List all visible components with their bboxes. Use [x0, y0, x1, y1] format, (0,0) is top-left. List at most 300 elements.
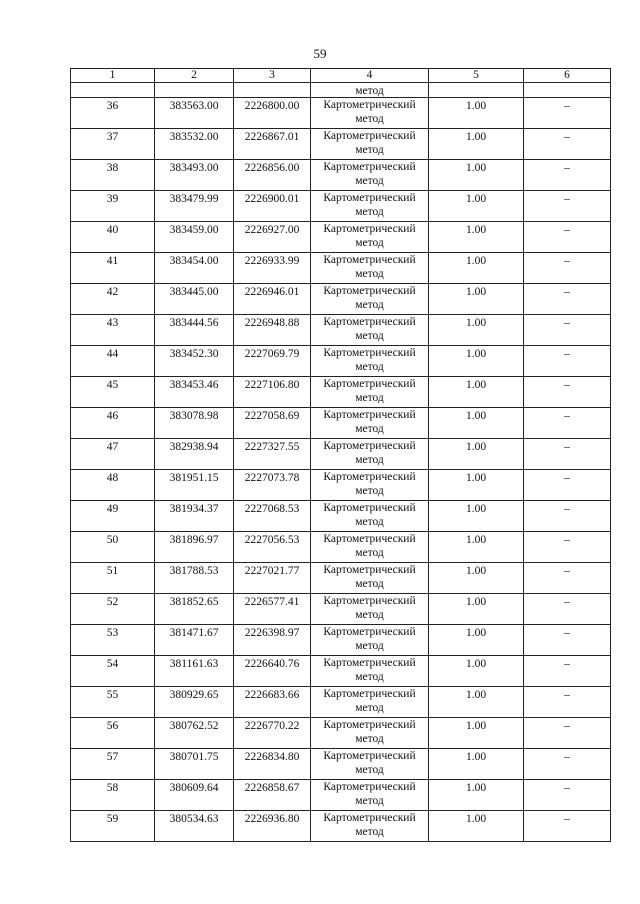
point-number-text: 56	[106, 720, 119, 732]
point-number	[71, 129, 155, 160]
method-line: Картометрический	[323, 192, 416, 204]
point-number	[71, 439, 155, 470]
accuracy	[429, 377, 524, 408]
method-line: Картометрический	[323, 130, 416, 142]
method-line: метод	[355, 454, 384, 466]
method	[311, 377, 429, 408]
y-coordinate-text: 2226946.01	[244, 286, 300, 298]
accuracy	[429, 408, 524, 439]
accuracy	[429, 687, 524, 718]
y-coordinate	[234, 129, 311, 160]
y-coordinate	[234, 408, 311, 439]
accuracy	[429, 160, 524, 191]
method-line: Картометрический	[323, 688, 416, 700]
point-number-text: 50	[106, 534, 119, 546]
accuracy-text: 1.00	[465, 193, 487, 205]
y-coordinate	[234, 377, 311, 408]
table-row	[71, 656, 611, 687]
y-coordinate	[234, 532, 311, 563]
accuracy	[429, 346, 524, 377]
y-coordinate	[234, 687, 311, 718]
y-coordinate	[234, 98, 311, 129]
accuracy	[429, 780, 524, 811]
description-text: –	[564, 813, 570, 825]
x-coordinate	[155, 160, 234, 191]
x-coordinate	[155, 222, 234, 253]
accuracy	[429, 594, 524, 625]
x-coordinate-text: 383453.46	[169, 379, 219, 391]
method-line: метод	[355, 764, 384, 776]
description-text: –	[564, 596, 570, 608]
point-number	[71, 749, 155, 780]
table-row	[71, 594, 611, 625]
table-row	[71, 563, 611, 594]
x-coordinate	[155, 532, 234, 563]
x-coordinate-text: 383563.00	[169, 100, 219, 112]
method-line: Картометрический	[323, 254, 416, 266]
method-line: метод	[355, 330, 384, 342]
table-row	[71, 532, 611, 563]
accuracy-text: 1.00	[465, 534, 487, 546]
description	[524, 811, 611, 842]
x-coordinate	[155, 98, 234, 129]
y-coordinate-text: 2226640.76	[244, 658, 300, 670]
method-line: Картометрический	[323, 347, 416, 359]
point-number-text: 53	[106, 627, 119, 639]
method-line: Картометрический	[323, 812, 416, 824]
table-row	[71, 470, 611, 501]
method-line: Картометрический	[323, 99, 416, 111]
x-coordinate-text: 381934.37	[169, 503, 219, 515]
point-number-text: 59	[106, 813, 119, 825]
accuracy	[429, 253, 524, 284]
method	[311, 284, 429, 315]
x-coordinate	[155, 408, 234, 439]
point-number	[71, 315, 155, 346]
y-coordinate-text: 2226770.22	[244, 720, 300, 732]
description-text: –	[564, 317, 570, 329]
y-coordinate	[234, 315, 311, 346]
x-coordinate	[155, 470, 234, 501]
x-coordinate	[155, 811, 234, 842]
accuracy-text: 1.00	[465, 627, 487, 639]
y-coordinate-text: 2226948.88	[244, 317, 300, 329]
y-coordinate-text: 2226856.00	[244, 162, 300, 174]
point-number	[71, 222, 155, 253]
cell-empty	[524, 83, 611, 98]
method	[311, 687, 429, 718]
accuracy-text: 1.00	[465, 286, 487, 298]
x-coordinate	[155, 191, 234, 222]
point-number-text: 46	[106, 410, 119, 422]
x-coordinate-text: 381161.63	[169, 658, 219, 670]
x-coordinate	[155, 129, 234, 160]
method-line: Картометрический	[323, 533, 416, 545]
y-coordinate-text: 2226577.41	[244, 596, 300, 608]
method-line: Картометрический	[323, 409, 416, 421]
accuracy	[429, 656, 524, 687]
accuracy-text: 1.00	[465, 782, 487, 794]
y-coordinate-text: 2226867.01	[244, 131, 300, 143]
point-number-text: 51	[106, 565, 119, 577]
x-coordinate-text: 383444.56	[169, 317, 219, 329]
x-coordinate-text: 383459.00	[169, 224, 219, 236]
description-text: –	[564, 224, 570, 236]
method-line: метод	[355, 268, 384, 280]
header-col-4: 4	[311, 69, 429, 83]
method	[311, 129, 429, 160]
y-coordinate-text: 2226858.67	[244, 782, 300, 794]
method-line: метод	[355, 237, 384, 249]
x-coordinate	[155, 284, 234, 315]
method-line: метод	[355, 547, 384, 559]
description	[524, 346, 611, 377]
accuracy-text: 1.00	[465, 410, 487, 422]
description-text: –	[564, 410, 570, 422]
description-text: –	[564, 286, 570, 298]
method	[311, 222, 429, 253]
method	[311, 98, 429, 129]
table-row	[71, 811, 611, 842]
accuracy	[429, 501, 524, 532]
y-coordinate-text: 2227056.53	[244, 534, 300, 546]
y-coordinate-text: 2226900.01	[244, 193, 300, 205]
y-coordinate	[234, 749, 311, 780]
method	[311, 718, 429, 749]
table-row	[71, 253, 611, 284]
header-col-1: 1	[71, 69, 155, 83]
x-coordinate-text: 382938.94	[169, 441, 219, 453]
accuracy-text: 1.00	[465, 658, 487, 670]
description	[524, 656, 611, 687]
description	[524, 594, 611, 625]
y-coordinate	[234, 811, 311, 842]
accuracy-text: 1.00	[465, 720, 487, 732]
description	[524, 315, 611, 346]
x-coordinate-text: 380762.52	[169, 720, 219, 732]
accuracy-text: 1.00	[465, 565, 487, 577]
accuracy-text: 1.00	[465, 255, 487, 267]
description-text: –	[564, 255, 570, 267]
accuracy	[429, 470, 524, 501]
continuation-method: метод	[311, 83, 429, 98]
method	[311, 315, 429, 346]
table-row	[71, 780, 611, 811]
x-coordinate-text: 383452.30	[169, 348, 219, 360]
y-coordinate-text: 2226398.97	[244, 627, 300, 639]
description-text: –	[564, 503, 570, 515]
method	[311, 160, 429, 191]
method	[311, 780, 429, 811]
point-number	[71, 656, 155, 687]
accuracy-text: 1.00	[465, 379, 487, 391]
y-coordinate-text: 2227106.80	[244, 379, 300, 391]
description	[524, 160, 611, 191]
header-col-6: 6	[524, 69, 611, 83]
method	[311, 625, 429, 656]
description-text: –	[564, 441, 570, 453]
point-number-text: 42	[106, 286, 119, 298]
method	[311, 656, 429, 687]
table-row	[71, 222, 611, 253]
accuracy-text: 1.00	[465, 224, 487, 236]
x-coordinate	[155, 749, 234, 780]
cell-empty	[429, 83, 524, 98]
method-line: метод	[355, 702, 384, 714]
point-number-text: 38	[106, 162, 119, 174]
method-line: Картометрический	[323, 471, 416, 483]
x-coordinate	[155, 718, 234, 749]
accuracy	[429, 129, 524, 160]
y-coordinate	[234, 718, 311, 749]
x-coordinate-text: 381896.97	[169, 534, 219, 546]
table-row	[71, 98, 611, 129]
y-coordinate	[234, 346, 311, 377]
y-coordinate	[234, 284, 311, 315]
method	[311, 532, 429, 563]
method-line: Картометрический	[323, 719, 416, 731]
accuracy	[429, 718, 524, 749]
x-coordinate	[155, 687, 234, 718]
x-coordinate	[155, 253, 234, 284]
description-text: –	[564, 689, 570, 701]
point-number	[71, 253, 155, 284]
point-number	[71, 98, 155, 129]
point-number	[71, 811, 155, 842]
x-coordinate-text: 381788.53	[169, 565, 219, 577]
table-row	[71, 346, 611, 377]
description	[524, 439, 611, 470]
header-col-3: 3	[234, 69, 311, 83]
method-line: метод	[355, 671, 384, 683]
table-row	[71, 160, 611, 191]
accuracy	[429, 284, 524, 315]
description	[524, 129, 611, 160]
method	[311, 501, 429, 532]
accuracy-text: 1.00	[465, 441, 487, 453]
accuracy-text: 1.00	[465, 472, 487, 484]
y-coordinate	[234, 160, 311, 191]
table-body	[71, 83, 611, 842]
point-number-text: 44	[106, 348, 119, 360]
accuracy	[429, 532, 524, 563]
method-line: метод	[355, 795, 384, 807]
x-coordinate-text: 380534.63	[169, 813, 219, 825]
method-line: Картометрический	[323, 161, 416, 173]
method	[311, 594, 429, 625]
method-line: метод	[355, 299, 384, 311]
description-text: –	[564, 131, 570, 143]
description	[524, 780, 611, 811]
method-line: Картометрический	[323, 595, 416, 607]
y-coordinate	[234, 501, 311, 532]
method-line: Картометрический	[323, 657, 416, 669]
method	[311, 191, 429, 222]
description-text: –	[564, 193, 570, 205]
method-line: метод	[355, 113, 384, 125]
method-line: Картометрический	[323, 316, 416, 328]
x-coordinate-text: 380609.64	[169, 782, 219, 794]
y-coordinate-text: 2226927.00	[244, 224, 300, 236]
y-coordinate-text: 2227069.79	[244, 348, 300, 360]
table-row	[71, 439, 611, 470]
method-line: метод	[355, 826, 384, 838]
x-coordinate-text: 383532.00	[169, 131, 219, 143]
y-coordinate	[234, 625, 311, 656]
point-number-text: 43	[106, 317, 119, 329]
x-coordinate	[155, 625, 234, 656]
accuracy-text: 1.00	[465, 751, 487, 763]
point-number	[71, 594, 155, 625]
point-number-text: 54	[106, 658, 119, 670]
point-number	[71, 470, 155, 501]
point-number-text: 52	[106, 596, 119, 608]
point-number-text: 47	[106, 441, 119, 453]
y-coordinate	[234, 563, 311, 594]
description-text: –	[564, 627, 570, 639]
accuracy-text: 1.00	[465, 348, 487, 360]
x-coordinate	[155, 439, 234, 470]
x-coordinate	[155, 315, 234, 346]
method-line: Картометрический	[323, 440, 416, 452]
x-coordinate-text: 383454.00	[169, 255, 219, 267]
y-coordinate	[234, 470, 311, 501]
method-line: метод	[355, 392, 384, 404]
x-coordinate	[155, 563, 234, 594]
method-line: Картометрический	[323, 502, 416, 514]
method-line: метод	[355, 609, 384, 621]
x-coordinate	[155, 346, 234, 377]
x-coordinate	[155, 377, 234, 408]
y-coordinate	[234, 439, 311, 470]
accuracy-text: 1.00	[465, 813, 487, 825]
accuracy	[429, 811, 524, 842]
y-coordinate-text: 2227327.55	[244, 441, 300, 453]
point-number	[71, 377, 155, 408]
point-number-text: 36	[106, 100, 119, 112]
point-number	[71, 160, 155, 191]
point-number	[71, 532, 155, 563]
x-coordinate-text: 381951.15	[169, 472, 219, 484]
table-row	[71, 718, 611, 749]
method	[311, 253, 429, 284]
point-number	[71, 408, 155, 439]
description-text: –	[564, 348, 570, 360]
accuracy-text: 1.00	[465, 162, 487, 174]
method-line: Картометрический	[323, 781, 416, 793]
description	[524, 625, 611, 656]
method-line: метод	[355, 423, 384, 435]
description	[524, 222, 611, 253]
point-number-text: 45	[106, 379, 119, 391]
y-coordinate	[234, 656, 311, 687]
y-coordinate	[234, 222, 311, 253]
table-row	[71, 408, 611, 439]
description-text: –	[564, 100, 570, 112]
description	[524, 470, 611, 501]
description	[524, 377, 611, 408]
point-number	[71, 501, 155, 532]
accuracy-text: 1.00	[465, 596, 487, 608]
point-number	[71, 563, 155, 594]
method	[311, 563, 429, 594]
point-number	[71, 625, 155, 656]
x-coordinate	[155, 656, 234, 687]
cell-empty	[155, 83, 234, 98]
header-col-5: 5	[429, 69, 524, 83]
description-text: –	[564, 720, 570, 732]
y-coordinate-text: 2226800.00	[244, 100, 300, 112]
method	[311, 811, 429, 842]
x-coordinate	[155, 594, 234, 625]
y-coordinate-text: 2226834.80	[244, 751, 300, 763]
description	[524, 532, 611, 563]
y-coordinate	[234, 594, 311, 625]
y-coordinate-text: 2226936.80	[244, 813, 300, 825]
accuracy-text: 1.00	[465, 100, 487, 112]
y-coordinate	[234, 780, 311, 811]
point-number	[71, 780, 155, 811]
description	[524, 563, 611, 594]
point-number-text: 49	[106, 503, 119, 515]
point-number-text: 41	[106, 255, 119, 267]
description-text: –	[564, 751, 570, 763]
header-row	[71, 69, 611, 83]
accuracy-text: 1.00	[465, 689, 487, 701]
method-line: метод	[355, 485, 384, 497]
x-coordinate-text: 380929.65	[169, 689, 219, 701]
y-coordinate-text: 2227021.77	[244, 565, 300, 577]
y-coordinate-text: 2226683.66	[244, 689, 300, 701]
x-coordinate-text: 381852.65	[169, 596, 219, 608]
cell-empty	[71, 83, 155, 98]
x-coordinate-text: 381471.67	[169, 627, 219, 639]
accuracy	[429, 749, 524, 780]
description	[524, 253, 611, 284]
accuracy	[429, 222, 524, 253]
description-text: –	[564, 472, 570, 484]
table-row	[71, 315, 611, 346]
method-line: метод	[355, 733, 384, 745]
x-coordinate-text: 380701.75	[169, 751, 219, 763]
x-coordinate	[155, 501, 234, 532]
method-line: Картометрический	[323, 564, 416, 576]
table-row	[71, 625, 611, 656]
description	[524, 191, 611, 222]
point-number	[71, 284, 155, 315]
method-line: Картометрический	[323, 626, 416, 638]
point-number-text: 37	[106, 131, 119, 143]
accuracy	[429, 191, 524, 222]
accuracy-text: 1.00	[465, 131, 487, 143]
description-text: –	[564, 565, 570, 577]
table-row	[71, 501, 611, 532]
method-line: Картометрический	[323, 378, 416, 390]
method	[311, 408, 429, 439]
accuracy	[429, 98, 524, 129]
x-coordinate-text: 383493.00	[169, 162, 219, 174]
description	[524, 687, 611, 718]
table-row	[71, 687, 611, 718]
description	[524, 284, 611, 315]
accuracy	[429, 439, 524, 470]
description-text: –	[564, 534, 570, 546]
description	[524, 718, 611, 749]
table-header	[71, 69, 611, 83]
y-coordinate-text: 2226933.99	[244, 255, 300, 267]
continuation-row	[71, 83, 611, 98]
table-row	[71, 191, 611, 222]
